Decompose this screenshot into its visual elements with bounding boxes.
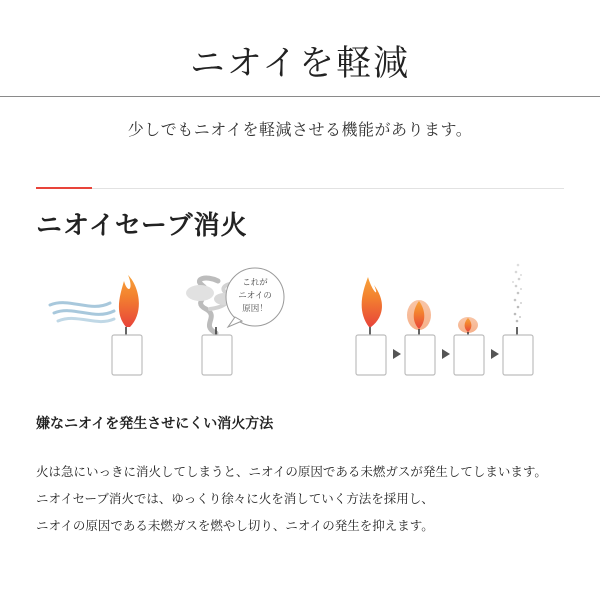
arrow-right-icon: [491, 349, 499, 359]
candle-flame-icon: [119, 275, 139, 335]
arrow-right-icon: [442, 349, 450, 359]
callout-line-1: これが: [242, 278, 268, 288]
smoke-icon: [512, 264, 522, 323]
candle-4: [405, 335, 435, 375]
candle-2: [202, 335, 232, 375]
wind-icon: [50, 303, 114, 322]
candle-3: [356, 335, 386, 375]
description-line: ニオイセーブ消火では、ゆっくり徐々に火を消していく方法を採用し、: [36, 491, 434, 506]
candle-flame-icon: [362, 277, 382, 335]
section-divider: [36, 188, 564, 189]
callout-line-2: ニオイの: [238, 291, 272, 301]
extinguish-illustration: [30, 255, 570, 385]
section-accent-bar: [36, 187, 92, 189]
method-heading: 嫌なニオイを発生させにくい消火方法: [36, 416, 274, 432]
shrinking-flame-icon: [407, 300, 431, 335]
candle-1: [112, 335, 142, 375]
page-title: ニオイを軽減: [189, 44, 411, 84]
page-subtitle: 少しでもニオイを軽減させる機能があります。: [127, 120, 473, 139]
description-line: ニオイの原因である未燃ガスを燃やし切り、ニオイの発生を抑えます。: [36, 518, 434, 533]
callout-line-3: 原因！: [242, 304, 268, 314]
shrinking-flame-icon: [458, 317, 478, 335]
section-heading: ニオイセーブ消火: [36, 211, 248, 241]
description: [36, 458, 576, 539]
candle-5: [454, 335, 484, 375]
title-divider: [0, 96, 600, 97]
description-line: 火は急にいっきに消火してしまうと、ニオイの原因である未燃ガスが発生してしまいます。: [36, 464, 547, 479]
arrow-right-icon: [393, 349, 401, 359]
candle-6: [503, 335, 533, 375]
